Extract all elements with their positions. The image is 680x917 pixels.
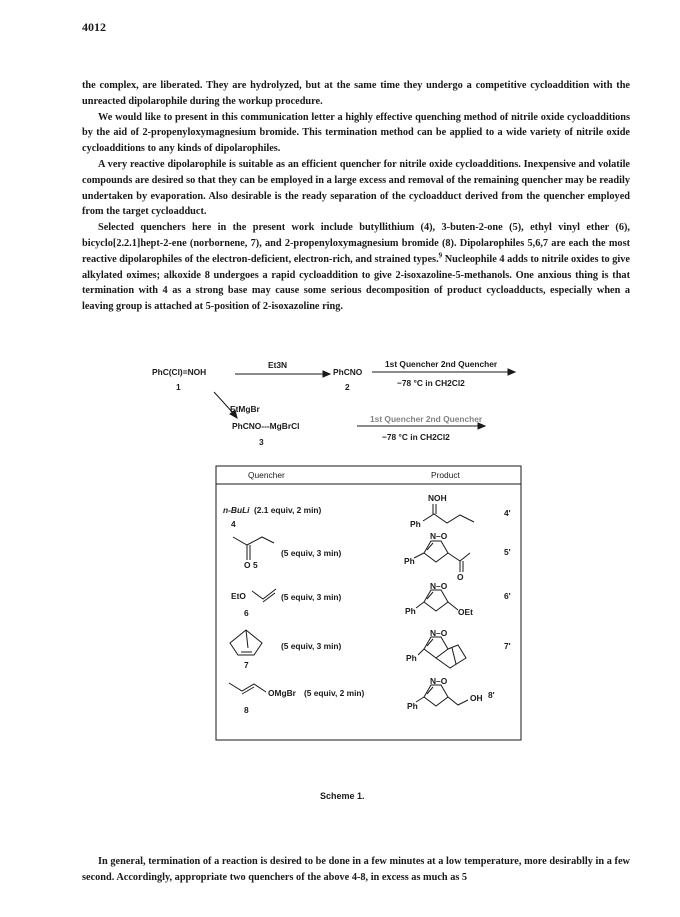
table-header-product: Product [431, 470, 460, 480]
product-4-noh: NOH [428, 493, 447, 503]
reactant-1-number: 1 [176, 382, 181, 392]
complex-3-number: 3 [259, 437, 264, 447]
reactant-1: PhC(Cl)=NOH [152, 367, 207, 377]
paragraph-4-text: Selected quenchers here in the present work include butyllithium (4), 3-buten-2-one (5), ethyl vinyl ether (6), bicyclo[2.2.1]hept-2-ene (norbornene, 7), and 2-propenyloxymagnesium bromide (8). Dipolarophiles 5,6,7 are each the most reactive dipolarophiles of the electron-deficient, electron-rich, and strained types. [82, 222, 630, 265]
quencher-8-number: 8 [244, 705, 249, 715]
product-8-oh: OH [470, 693, 483, 703]
quench-conditions-top: 1st Quencher 2nd Quencher [385, 359, 498, 369]
product-6-structure [416, 590, 458, 611]
arrow-quench-1-head [508, 369, 515, 375]
quencher-6-structure [252, 589, 276, 602]
arrow-base-head [323, 371, 330, 377]
quencher-7-structure [230, 630, 262, 655]
product-5-no: N–O [430, 531, 448, 541]
product-8-structure [416, 685, 468, 706]
complex-3: PhCNO---MgBrCl [232, 421, 300, 431]
quench-temperature-top: −78 °C in CH2Cl2 [397, 378, 465, 388]
quencher-6-label: EtO [231, 591, 246, 601]
quencher-6-conditions: (5 equiv, 3 min) [281, 592, 342, 602]
paragraph-4-text-cont: Nucleophile 4 adds to nitrile oxides to give alkylated oximes; alkoxide 8 undergoes a rapid cycloaddition to give 2-isoxazoline-5-methanols. One anxious thing is that termination with 4 as a strong base may cause some serious decomposition of product cycloadducts, especially when a leaving group is attached at 5-position of 2-isoxazoline ring. [82, 253, 630, 313]
product-6-oet: OEt [458, 607, 473, 617]
page-number: 4012 [82, 20, 106, 34]
quencher-8-structure [229, 683, 266, 694]
product-5-oxygen: O [457, 572, 464, 582]
quencher-7-number: 7 [244, 660, 249, 670]
product-8-no: N–O [430, 676, 448, 686]
quencher-8-conditions: (5 equiv, 2 min) [304, 688, 365, 698]
quencher-4-conditions: (2.1 equiv, 2 min) [254, 505, 322, 515]
quencher-4-label: n-BuLi [223, 505, 250, 515]
product-6-ph: Ph [405, 606, 416, 616]
quencher-5-number: 5 [253, 560, 258, 570]
product-5-ph: Ph [404, 556, 415, 566]
product-4-structure [423, 504, 474, 523]
product-5-structure [414, 541, 470, 572]
quench-temperature-bottom: −78 °C in CH2Cl2 [382, 432, 450, 442]
quencher-5-oxygen: O [244, 560, 251, 570]
table-header-quencher: Quencher [248, 470, 285, 480]
nitrile-oxide-2: PhCNO [333, 367, 363, 377]
reagent-etmgbr: EtMgBr [230, 404, 260, 414]
product-7-number: 7' [504, 641, 511, 651]
product-6-no: N–O [430, 581, 448, 591]
paragraph-5: In general, termination of a reaction is desired to be done in a few minutes at a low temperature, more desirablly in a few second. Accordingly, appropriate two quenchers of the above 4-8, in excess as much as 5 [82, 856, 630, 883]
product-7-ph: Ph [406, 653, 417, 663]
paragraph-2: We would like to present in this communication letter a highly effective quenching method of nitrile oxide cycloadditions by the aid of 2-propenyloxymagnesium bromide. This termination method can be applied to a wide variety of nitrile oxide cycloadditions to any kinds of dipolarophiles. [82, 111, 630, 155]
scheme-caption: Scheme 1. [320, 791, 365, 801]
quencher-7-conditions: (5 equiv, 3 min) [281, 641, 342, 651]
quencher-6-number: 6 [244, 608, 249, 618]
paragraph-1: the complex, are liberated. They are hydrolyzed, but at the same time they undergo a competitive cycloaddition with the unreacted dipolarophile during the workup procedure. [82, 80, 630, 107]
reference-marker: 9 [438, 251, 443, 260]
nitrile-oxide-2-number: 2 [345, 382, 350, 392]
quencher-4-number: 4 [231, 519, 236, 529]
product-8-ph: Ph [407, 701, 418, 711]
body-text-bottom [82, 854, 630, 886]
quench-conditions-bottom: 1st Quencher 2nd Quencher [370, 414, 483, 424]
quencher-8-label: OMgBr [268, 688, 296, 698]
product-8-number: 8' [488, 690, 495, 700]
paragraph-3: A very reactive dipolarophile is suitable as an efficient quencher for nitrile oxide cycloadditions. Inexpensive and volatile compounds are desired so that they can be employed in a large excess and removal of the remaining quencher may be readily undertaken by evaporation. Also desirable is the ready separation of the cycloadduct derived from the quencher employed from the target cycloadduct. [82, 158, 630, 218]
quencher-5-conditions: (5 equiv, 3 min) [281, 548, 342, 558]
product-5-number: 5' [504, 547, 511, 557]
quencher-5-structure [233, 537, 274, 560]
reagent-et3n: Et3N [268, 360, 288, 370]
product-4-ph: Ph [410, 519, 421, 529]
product-7-no: N–O [430, 628, 448, 638]
product-7-structure [418, 637, 466, 668]
product-4-number: 4' [504, 508, 511, 518]
product-6-number: 6' [504, 591, 511, 601]
